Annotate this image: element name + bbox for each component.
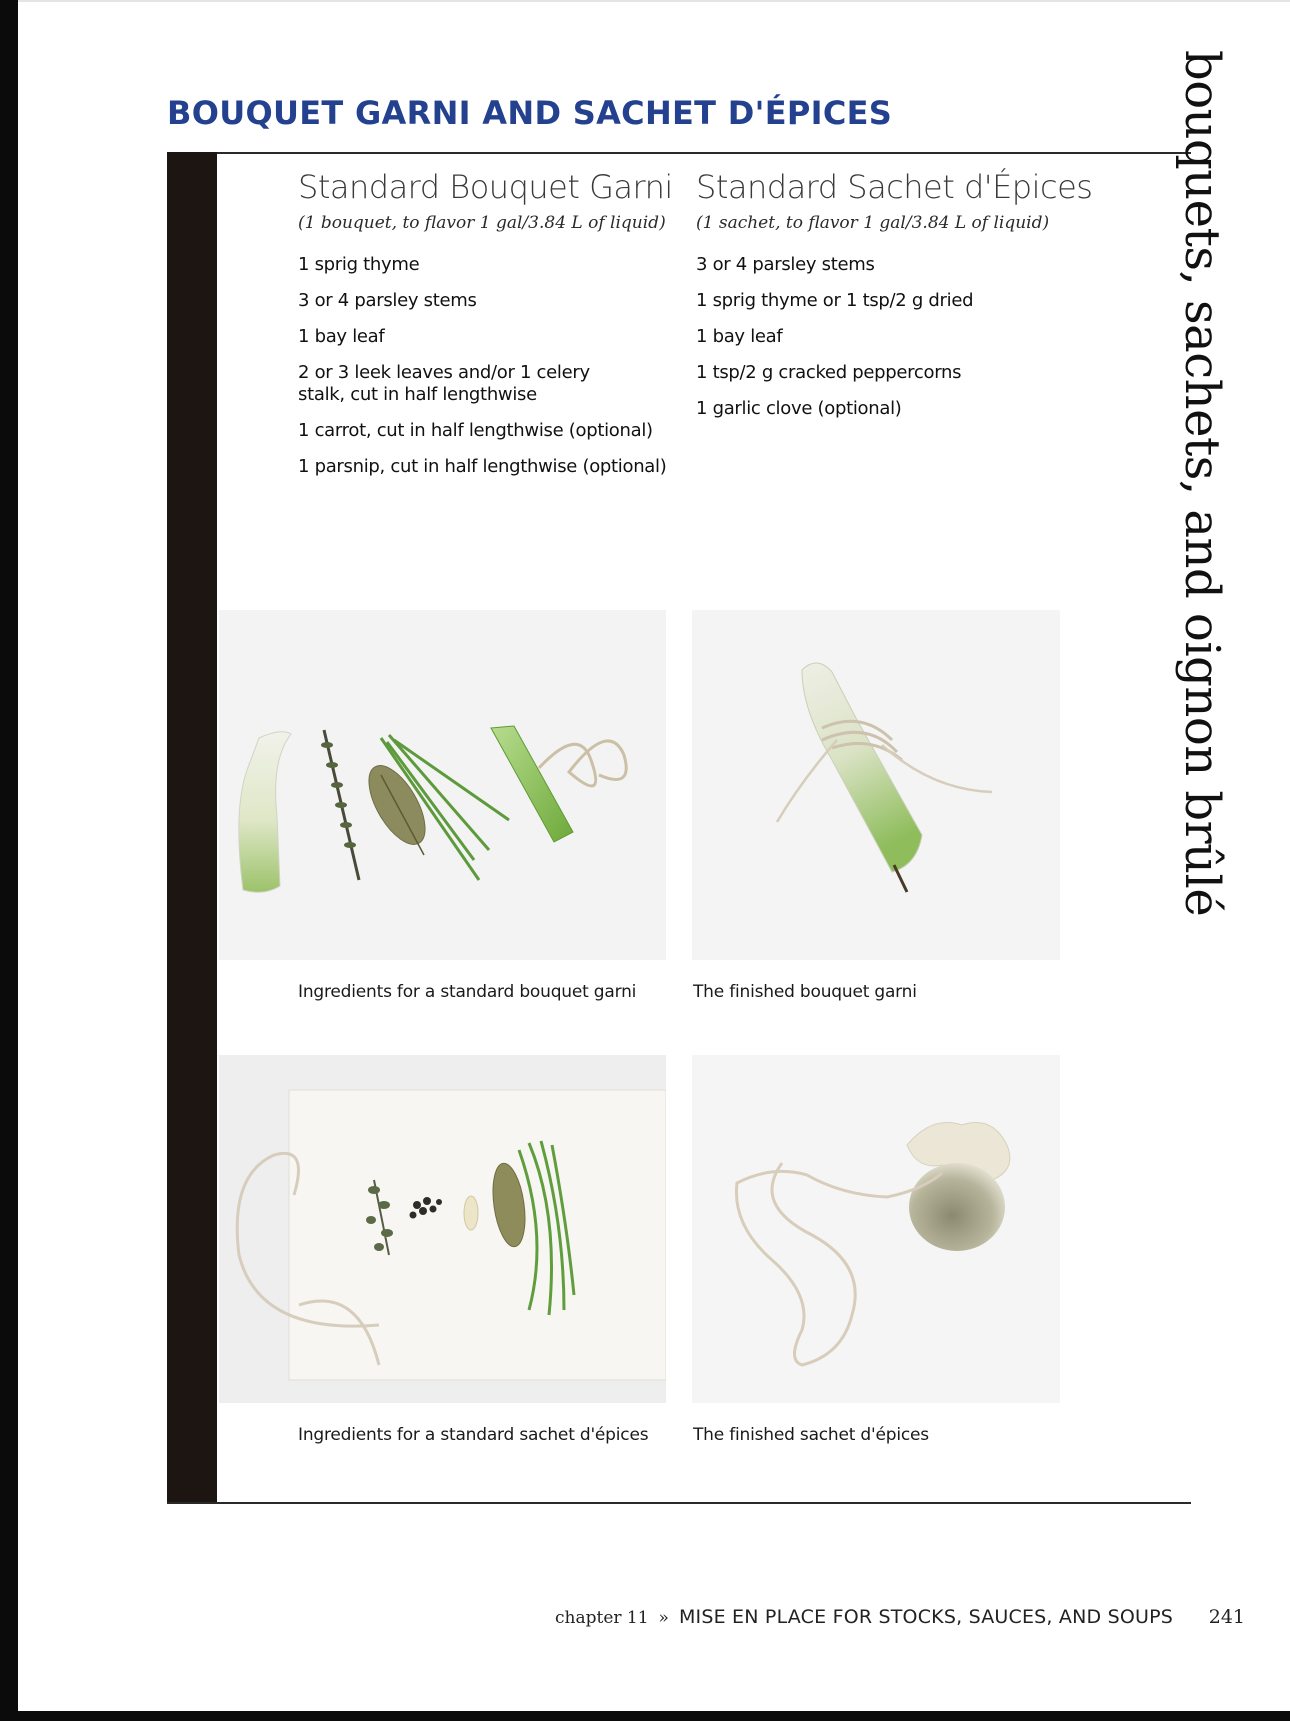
ingredient-item: 3 or 4 parsley stems: [298, 290, 477, 311]
recipe-sachet-depices: [696, 168, 1116, 434]
recipe-yield: (1 bouquet, to flavor 1 gal/3.84 L of liquid): [298, 213, 666, 233]
recipe-title: Standard Sachet d'Épices: [696, 168, 1093, 206]
footer-chapter-title: MISE EN PLACE FOR STOCKS, SAUCES, AND SOUPS: [678, 1606, 1174, 1628]
side-bar: [167, 152, 217, 1502]
photo-caption: Ingredients for a standard bouquet garni: [298, 982, 637, 1002]
ingredient-list: [298, 254, 688, 478]
footer-separator: »: [658, 1608, 669, 1628]
photo-bouquet-garni-ingredients: [219, 610, 666, 960]
ingredient-item: 1 bay leaf: [696, 326, 783, 347]
ingredient-item: 1 garlic clove (optional): [696, 398, 902, 419]
running-side-title: bouquets, sachets, and oignon brûlé: [1174, 50, 1230, 917]
ingredient-item: 1 carrot, cut in half lengthwise (optional): [298, 420, 653, 441]
page-footer: [555, 1606, 1245, 1636]
bottom-rule: [167, 1502, 1191, 1504]
top-rule: [167, 152, 1191, 154]
page-number: 241: [1208, 1606, 1245, 1628]
page-scan-edge-left: [0, 0, 18, 1721]
page-scan-edge-bottom: [0, 1711, 1290, 1721]
ingredient-item: 1 parsnip, cut in half lengthwise (optional): [298, 456, 667, 477]
footer-chapter: chapter 11: [555, 1608, 649, 1628]
section-title: BOUQUET GARNI AND SACHET D'ÉPICES: [167, 94, 893, 132]
photo-caption: Ingredients for a standard sachet d'épices: [298, 1425, 649, 1445]
ingredient-list: [696, 254, 1116, 420]
ingredient-item: 1 bay leaf: [298, 326, 385, 347]
photo-caption: The finished sachet d'épices: [693, 1425, 929, 1445]
ingredient-item: 1 sprig thyme or 1 tsp/2 g dried: [696, 290, 974, 311]
photo-caption: The finished bouquet garni: [693, 982, 917, 1002]
ingredient-item: 2 or 3 leek leaves and/or 1 celery stalk, cut in half lengthwise: [298, 362, 590, 405]
photo-sachet-ingredients: [219, 1055, 666, 1403]
page-scan-edge-top: [18, 0, 1290, 2]
recipe-title: Standard Bouquet Garni: [298, 168, 673, 206]
ingredient-item: 1 sprig thyme: [298, 254, 420, 275]
recipe-bouquet-garni: [298, 168, 688, 492]
ingredient-item: 3 or 4 parsley stems: [696, 254, 875, 275]
photo-finished-bouquet-garni: [692, 610, 1060, 960]
photo-finished-sachet: [692, 1055, 1060, 1403]
ingredient-item: 1 tsp/2 g cracked peppercorns: [696, 362, 962, 383]
recipe-yield: (1 sachet, to flavor 1 gal/3.84 L of liquid): [696, 213, 1050, 233]
